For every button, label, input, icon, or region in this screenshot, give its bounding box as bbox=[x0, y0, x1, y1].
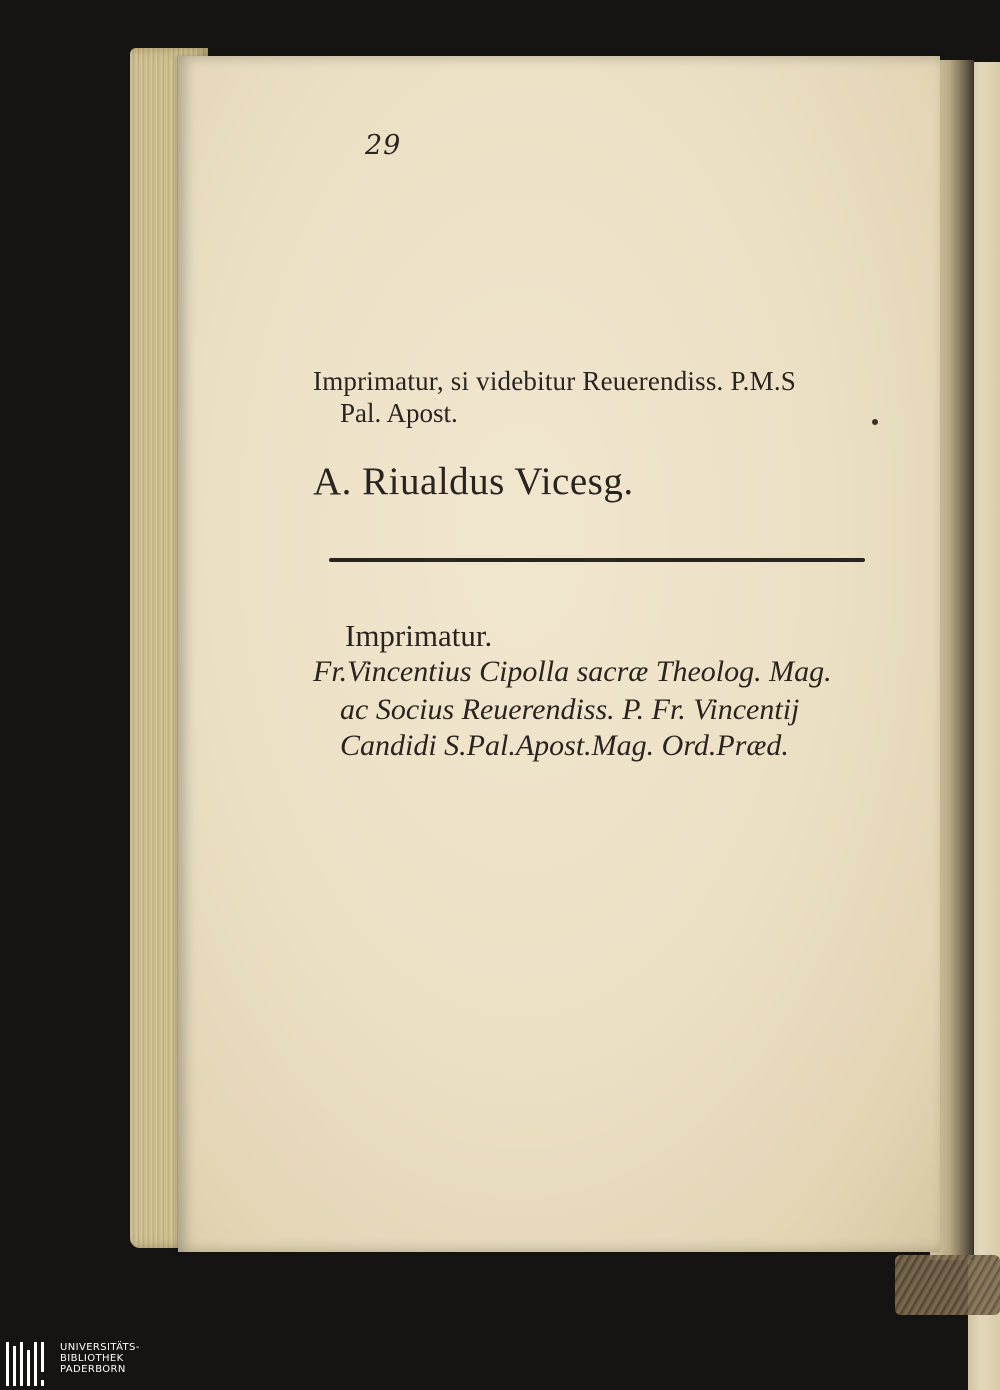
second-imprimatur-line-2: ac Socius Reuerendiss. P. Fr. Vincentij bbox=[340, 693, 800, 726]
ink-dot bbox=[872, 419, 878, 425]
imprimatur-signer: A. Riualdus Vicesg. bbox=[313, 460, 634, 503]
second-imprimatur-line-3: Candidi S.Pal.Apost.Mag. Ord.Præd. bbox=[340, 729, 789, 762]
logo-line-1: UNIVERSITÄTS- bbox=[60, 1342, 140, 1353]
horizontal-rule bbox=[329, 558, 865, 562]
binding-fragment bbox=[895, 1255, 1000, 1315]
page-number: 29 bbox=[365, 130, 402, 161]
library-logo-icon bbox=[6, 1342, 54, 1386]
imprimatur-line-2: Pal. Apost. bbox=[340, 398, 458, 428]
library-logo bbox=[6, 1340, 146, 1388]
second-imprimatur-heading: Imprimatur. bbox=[345, 618, 493, 653]
library-logo-text bbox=[60, 1342, 140, 1375]
logo-line-3: PADERBORN bbox=[60, 1364, 126, 1375]
logo-line-2: BIBLIOTHEK bbox=[60, 1353, 124, 1364]
book-page bbox=[178, 56, 940, 1252]
second-imprimatur-line-1: Fr.Vincentius Cipolla sacræ Theolog. Mag. bbox=[313, 655, 832, 688]
imprimatur-line-1: Imprimatur, si videbitur Reuerendiss. P.M.S bbox=[313, 366, 796, 396]
